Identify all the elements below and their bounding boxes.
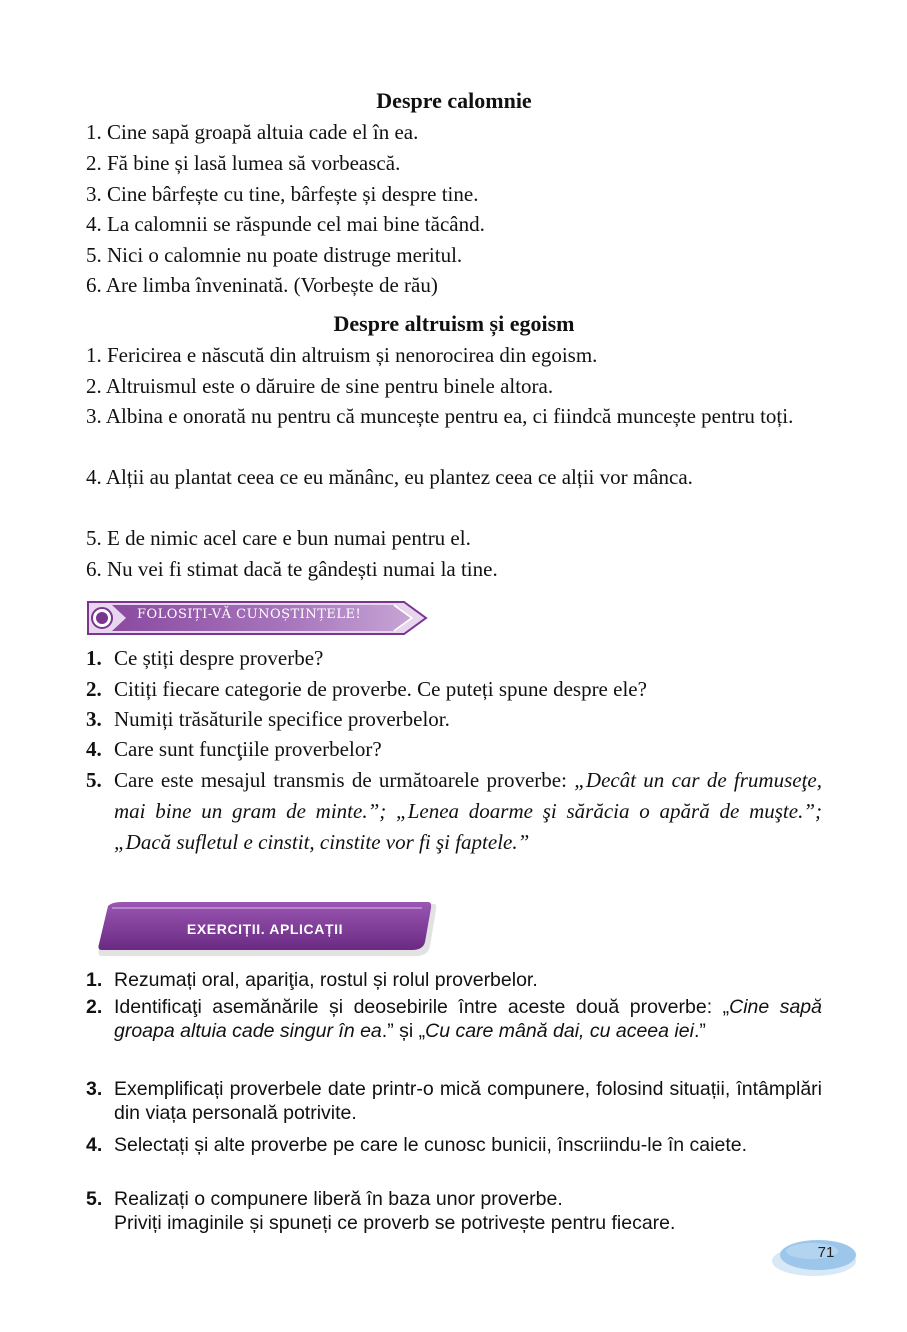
- exercise-text-line: Realizați o compunere liberă în baza unor proverbe.: [114, 1188, 563, 1210]
- question-number: 5.: [86, 768, 102, 792]
- proverb-line: 1. Fericirea e născută din altruism și nenorocirea din egoism.: [86, 343, 598, 367]
- exercise-number: 5.: [86, 1188, 103, 1210]
- exercise-item: [86, 1187, 822, 1235]
- proverb-line: 5. Nici o calomnie nu poate distruge meritul.: [86, 243, 463, 267]
- section-title-calomnie: Despre calomnie: [376, 88, 532, 113]
- proverb-line: 1. Cine sapă groapă altuia cade el în ea.: [86, 120, 419, 144]
- proverb-line: 2. Altruismul este o dăruire de sine pentru binele altora.: [86, 374, 554, 398]
- exercise-text-italic: Cu care mână dai, cu aceea iei: [425, 1020, 694, 1042]
- proverb-paragraph: 4. Alții au plantat ceea ce eu mănânc, eu plantez ceea ce alții vor mânca.: [86, 465, 693, 489]
- folositi-banner-label: FOLOSIȚI-VĂ CUNOȘTINȚELE!: [137, 607, 362, 622]
- exercise-number: 1.: [86, 969, 103, 991]
- page-number: 71: [817, 1244, 835, 1261]
- question-number: 1.: [86, 646, 102, 670]
- exercise-item: [86, 995, 822, 1043]
- exercise-text-plain: .”: [693, 1020, 706, 1042]
- exercise-text: [114, 1187, 822, 1235]
- question-text: Numiți trăsăturile specifice proverbelor.: [114, 707, 450, 731]
- question-item: [86, 704, 822, 735]
- proverb-line: 5. E de nimic acel care e bun numai pentru el.: [86, 526, 471, 550]
- exercise-number: 3.: [86, 1078, 103, 1100]
- question-text-plain: Care este mesajul transmis de următoarele proverbe:: [114, 768, 575, 792]
- question-text: Care sunt funcţiile proverbelor?: [114, 737, 382, 761]
- question-text-italic: „Decât un car de frumuseţe, mai bine un gram de minte.”; „Lenea doarme şi sărăcia o apără de muşte.”; „Dacă sufletul e cinstit, cinstite vor fi şi faptele.”: [114, 768, 822, 854]
- exercitii-banner-label: EXERCIȚII. APLICAȚII: [186, 921, 344, 937]
- question-text: Citiți fiecare categorie de proverbe. Ce puteți spune despre ele?: [114, 677, 647, 701]
- exercise-item: [86, 1077, 822, 1125]
- exercise-item: [86, 1133, 822, 1157]
- proverb-line: 2. Fă bine și lasă lumea să vorbească.: [86, 151, 401, 175]
- question-number: 4.: [86, 737, 102, 761]
- proverb-line: 6. Are limba înveninată. (Vorbește de rău): [86, 273, 438, 297]
- question-text: [114, 765, 822, 858]
- question-number: 2.: [86, 677, 102, 701]
- exercise-text: Selectați și alte proverbe pe care le cunosc bunicii, înscriindu-le în caiete.: [114, 1134, 747, 1156]
- proverb-line: 3. Cine bârfește cu tine, bârfește și despre tine.: [86, 182, 479, 206]
- exercise-text: Rezumați oral, apariţia, rostul și rolul proverbelor.: [114, 969, 538, 991]
- question-item: [86, 765, 822, 858]
- exercise-item: [86, 968, 822, 992]
- question-item: [86, 734, 822, 765]
- proverb-line: 4. La calomnii se răspunde cel mai bine tăcând.: [86, 212, 485, 236]
- exercise-text-italic: Cine sapă groapa altuia cade singur în ea: [114, 996, 822, 1042]
- question-number: 3.: [86, 707, 102, 731]
- question-text: Ce știți despre proverbe?: [114, 646, 324, 670]
- exercise-text: [114, 995, 822, 1043]
- proverb-line: 6. Nu vei fi stimat dacă te gândești numai la tine.: [86, 557, 498, 581]
- proverb-paragraph: 3. Albina e onorată nu pentru că muncește pentru ea, ci fiindcă muncește pentru toți.: [86, 404, 794, 428]
- question-item: [86, 643, 822, 674]
- exercise-text-line: Priviți imaginile și spuneți ce proverb se potrivește pentru fiecare.: [114, 1212, 676, 1234]
- exercise-text-plain: Identificaţi asemănările și deosebirile între aceste două proverbe: „: [114, 996, 730, 1018]
- exercise-text-plain: .” și „: [381, 1020, 426, 1042]
- question-item: [86, 674, 822, 705]
- exercise-number: 4.: [86, 1134, 103, 1156]
- exercise-text: Exemplificați proverbele date printr-o mică compunere, folosind situații, întâmplări din viața personală potrivite.: [114, 1078, 822, 1124]
- exercise-number: 2.: [86, 996, 103, 1018]
- section-title-altruism: Despre altruism și egoism: [333, 311, 575, 336]
